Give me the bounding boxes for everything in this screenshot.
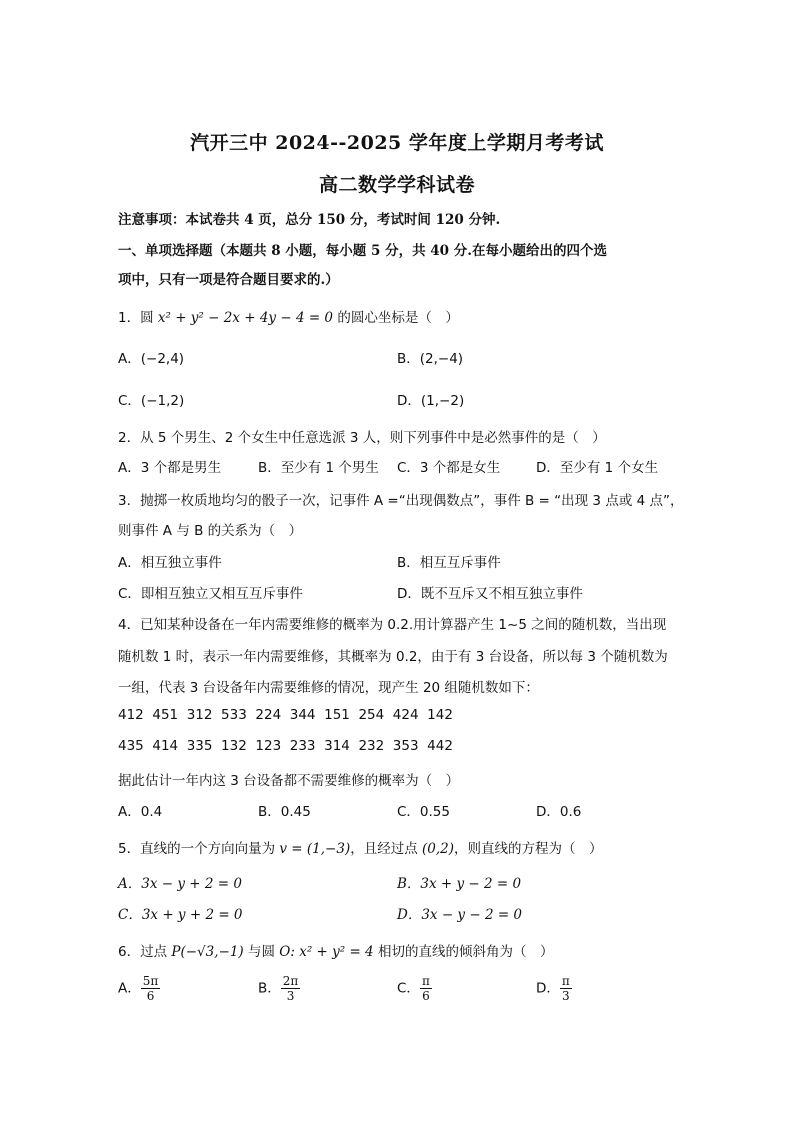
question-2-stem: 2．从 5 个男生、2 个女生中任意选派 3 人，则下列事件中是必然事件的是（ ） <box>118 430 606 446</box>
fraction <box>560 974 572 1003</box>
question-5-stem <box>118 837 603 857</box>
question-5-option-d: D．3x − y − 2 = 0 <box>397 907 523 923</box>
question-1-prefix: 1．圆 <box>118 310 158 326</box>
section-heading-line1: 一、单项选择题（本题共 8 小题，每小题 5 分，共 40 分.在每小题给出的四个选 <box>118 243 607 259</box>
option-label: B． <box>258 980 281 997</box>
question-1-option-d: D．(1,−2) <box>397 393 465 409</box>
denominator: 6 <box>146 989 155 1003</box>
question-4-stem-line4: 据此估计一年内这 3 台设备都不需要维修的概率为（ ） <box>118 773 460 789</box>
question-2-option-a: A．3 个都是男生 <box>118 460 222 476</box>
question-1-option-c: C．(−1,2) <box>118 393 185 409</box>
question-1-stem <box>118 306 459 326</box>
question-6-point: P(−√3,−1) <box>171 944 244 960</box>
question-4-stem-line2: 随机数 1 时，表示一年内需要维修，其概率为 0.2，由于有 3 台设备，所以每 3 个随机数为 <box>118 649 668 665</box>
question-2-option-d: D．至少有 1 个女生 <box>536 460 659 476</box>
numerator: π <box>421 974 430 988</box>
question-5-prefix: 5．直线的一个方向向量为 <box>118 841 280 857</box>
fraction <box>281 974 301 1003</box>
notice: 注意事项：本试卷共 4 页，总分 150 分，考试时间 120 分钟. <box>118 212 501 228</box>
question-6-suffix: 相切的直线的倾斜角为（ ） <box>373 944 554 960</box>
question-6-circle: O: x² + y² = 4 <box>279 944 374 960</box>
exam-title: 汽开三中 2024--2025 学年度上学期月考考试 <box>190 132 604 154</box>
question-4-stem-line1: 4．已知某种设备在一年内需要维修的概率为 0.2.用计算器产生 1~5 之间的随机数，当出现 <box>118 617 667 633</box>
question-4-option-a: A．0.4 <box>118 804 163 820</box>
question-3-option-a: A．相互独立事件 <box>118 555 222 571</box>
question-4-option-c: C．0.55 <box>397 804 450 820</box>
question-4-random-numbers-1: 412 451 312 533 224 344 151 254 424 142 <box>118 707 453 723</box>
question-4-stem-line3: 一组，代表 3 台设备年内需要维修的情况，现产生 20 组随机数如下： <box>118 680 539 696</box>
question-2-option-c: C．3 个都是女生 <box>397 460 501 476</box>
denominator: 3 <box>286 989 295 1003</box>
question-2-option-b: B．至少有 1 个男生 <box>258 460 379 476</box>
exam-subtitle: 高二数学学科试卷 <box>318 174 475 196</box>
numerator: 2π <box>282 974 299 988</box>
section-heading-line2: 项中，只有一项是符合题目要求的.） <box>118 272 339 288</box>
fraction <box>420 974 432 1003</box>
question-6-prefix: 6．过点 <box>118 944 172 960</box>
option-label: D． <box>536 980 560 997</box>
numerator: 5π <box>142 974 159 988</box>
question-5-mid: ，且经过点 <box>350 841 423 857</box>
question-1-suffix: 的圆心坐标是（ ） <box>333 310 459 326</box>
question-5-suffix: ，则直线的方程为（ ） <box>454 841 603 857</box>
question-3-option-b: B．相互互斥事件 <box>397 555 501 571</box>
question-6-option-c <box>397 974 432 1003</box>
question-1-option-b: B．(2,−4) <box>397 351 464 367</box>
question-5-direction-vector: v = (1,−3) <box>279 841 351 857</box>
question-3-option-d: D．既不互斥又不相互独立事件 <box>397 586 583 602</box>
option-label: A． <box>118 980 141 997</box>
question-1-equation: x² + y² − 2x + 4y − 4 = 0 <box>157 310 334 326</box>
question-4-option-b: B．0.45 <box>258 804 311 820</box>
question-4-option-d: D．0.6 <box>536 804 582 820</box>
question-3-stem-line1: 3．抛掷一枚质地均匀的骰子一次，记事件 A =“出现偶数点”，事件 B = “出现 3 点或 4 点”， <box>118 493 684 509</box>
fraction <box>141 974 161 1003</box>
question-3-stem-line2: 则事件 A 与 B 的关系为（ ） <box>118 523 303 539</box>
denominator: 3 <box>562 989 570 1003</box>
question-6-option-d <box>536 974 572 1003</box>
question-3-option-c: C．即相互独立又相互互斥事件 <box>118 586 303 602</box>
question-6-stem <box>118 940 553 960</box>
question-4-random-numbers-2: 435 414 335 132 123 233 314 232 353 442 <box>118 738 453 754</box>
numerator: π <box>561 974 570 988</box>
question-6-option-b <box>258 974 300 1003</box>
question-5-option-a: A．3x − y + 2 = 0 <box>118 876 242 892</box>
option-label: C． <box>397 980 420 997</box>
question-5-option-c: C．3x + y + 2 = 0 <box>118 907 243 923</box>
question-5-point: (0,2) <box>422 841 455 857</box>
question-5-option-b: B．3x + y − 2 = 0 <box>397 876 522 892</box>
question-6-mid: 与圆 <box>243 944 280 960</box>
question-6-option-a <box>118 974 160 1003</box>
denominator: 6 <box>422 989 430 1003</box>
question-1-option-a: A．(−2,4) <box>118 351 185 367</box>
